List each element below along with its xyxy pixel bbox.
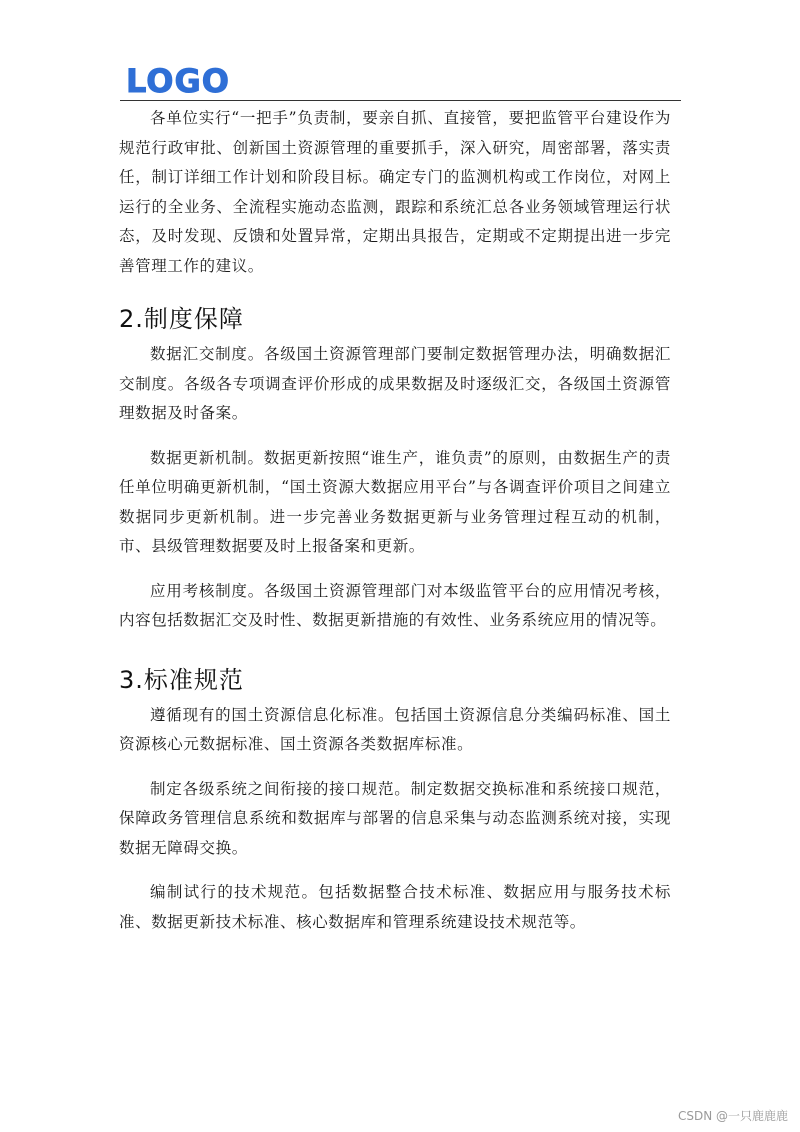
paragraph: 遵循现有的国土资源信息化标准。包括国土资源信息分类编码标准、国土资源核心元数据标准、国土资源各类数据库标准。 [119, 705, 671, 753]
document-body [119, 104, 671, 937]
logo: LOGO [126, 62, 230, 100]
page-header [120, 60, 681, 101]
watermark: CSDN @一只鹿鹿鹿 [677, 1109, 788, 1123]
paragraph: 各单位实行“一把手”负责制，要亲自抓、直接管，要把监管平台建设作为规范行政审批、创新国土资源管理的重要抓手，深入研究，周密部署，落实责任，制订详细工作计划和阶段目标。确定专门的监测机构或工作岗位，对网上运行的全业务、全流程实施动态监测，跟踪和系统汇总各业务领域管理运行状态，及时发现、反馈和处置异常，定期出具报告，定期或不定期提出进一步完善管理工作的建议。 [119, 109, 671, 275]
paragraph: 编制试行的技术规范。包括数据整合技术标准、数据应用与服务技术标准、数据更新技术标准、核心数据库和管理系统建设技术规范等。 [119, 883, 671, 931]
paragraph: 数据汇交制度。各级国土资源管理部门要制定数据管理办法，明确数据汇交制度。各级各专项调查评价形成的成果数据及时逐级汇交，各级国土资源管理数据及时备案。 [119, 345, 671, 422]
section-heading: 2.制度保障 [119, 305, 244, 333]
paragraph: 制定各级系统之间衔接的接口规范。制定数据交换标准和系统接口规范，保障政务管理信息系统和数据库与部署的信息采集与动态监测系统对接，实现数据无障碍交换。 [119, 779, 671, 857]
section-heading: 3.标准规范 [119, 665, 244, 694]
paragraph: 数据更新机制。数据更新按照“谁生产，谁负责”的原则，由数据生产的责任单位明确更新机制，“国土资源大数据应用平台”与各调查评价项目之间建立数据同步更新机制。进一步完善业务数据更新与业务管理过程互动的机制，市、县级管理数据要及时上报备案和更新。 [119, 448, 671, 555]
paragraph: 应用考核制度。各级国土资源管理部门对本级监管平台的应用情况考核，内容包括数据汇交及时性、数据更新措施的有效性、业务系统应用的情况等。 [119, 581, 671, 629]
